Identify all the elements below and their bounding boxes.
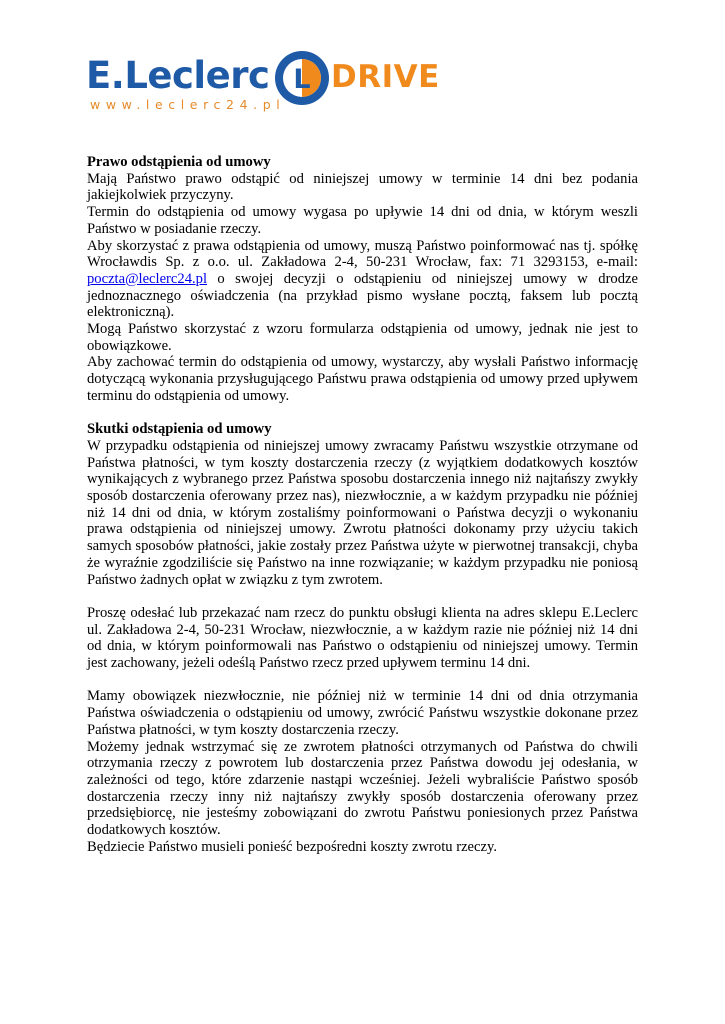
paragraph: Możemy jednak wstrzymać się ze zwrotem płatności otrzymanych od Państwa do chwili otrzymania rzeczy z powrotem lub dostarczenia przez Państwa dowodu jej odesłania, w zależności od tego, które zdarzenie nastąpi wcześniej. Jeżeli wybraliście Państwo sposób dostarczenia rzeczy inny niż najtańszy zwykły sposób dostarczenia oferowany przez przedsiębiorcę, nie jesteśmy zobowiązani do zwrotu Państwu poniesionych przez Państwa dodatkowych kosztów.: [87, 738, 638, 839]
section-title-withdrawal-effects: Skutki odstąpienia od umowy: [87, 421, 272, 438]
logo-drive-text: DRIVE: [331, 59, 440, 95]
paragraph: W przypadku odstąpienia od niniejszej umowy zwracamy Państwu wszystkie otrzymane od Państwa płatności, w tym koszty dostarczenia rzeczy (z wyjątkiem dodatkowych kosztów wynikających z wybranego przez Państwa sposobu dostarczenia innego niż najtańszy zwykły sposób dostarczenia oferowany przez nas), niezwłocznie, a w każdym przypadku nie później niż 14 dni od dnia, w którym zostaliśmy poinformowani o Państwa decyzji o wykonaniu prawa odstąpienia od niniejszej umowy. Zwrotu płatności dokonamy przy użyciu takich samych sposobów płatności, jakie zostały przez Państwa użyte w pierwotnej transakcji, chyba że wyraźnie zgodziliście się Państwo na inne rozwiązanie; w każdym przypadku nie poniosą Państwo żadnych opłat w związku z tym zwrotem.: [87, 437, 638, 588]
paragraph: Termin do odstąpienia od umowy wygasa po upływie 14 dni od dnia, w którym weszli Państwo w posiadanie rzeczy.: [87, 204, 638, 237]
spacer: [87, 588, 638, 605]
logo-url-text: www.leclerc24.pl: [90, 97, 286, 112]
section-title-withdrawal-right: Prawo odstąpienia od umowy: [87, 154, 271, 170]
spacer: [87, 672, 638, 689]
email-link[interactable]: poczta@leclerc24.pl: [87, 270, 207, 287]
document-content: [87, 154, 638, 855]
paragraph-text: o swojej decyzji o odstąpieniu od niniejszej umowy w drodze jednoznacznego oświadczenia (na przykład pismo wysłane pocztą, faksem lub pocztą elektroniczną).: [87, 270, 638, 321]
paragraph: Mają Państwo prawo odstąpić od niniejszej umowy w terminie 14 dni bez podania jakiejkolwiek przyczyny.: [87, 170, 638, 204]
paragraph-text: Aby skorzystać z prawa odstąpienia od umowy, muszą Państwo poinformować nas tj. spółkę Wrocławdis Sp. z o.o. ul. Zakładowa 2-4, 50-231 Wrocław, fax: 71 3293153, e-mail:: [87, 237, 638, 271]
paragraph: Mogą Państwo skorzystać z wzoru formularza odstąpienia od umowy, jednak nie jest to obowiązkowe.: [87, 321, 638, 354]
paragraph: Mamy obowiązek niezwłocznie, nie później niż w terminie 14 dni od dnia otrzymania Państwa oświadczenia o odstąpieniu od umowy, zwrócić Państwu wszystkie dokonane przez Państwa płatności, w tym koszty dostarczenia rzeczy.: [87, 688, 638, 738]
paragraph: Aby zachować termin do odstąpienia od umowy, wystarczy, aby wysłali Państwo informację dotyczącą wykonania przysługującego Państwu prawa odstąpienia od umowy przed upływem terminu do odstąpienia od umowy.: [87, 354, 638, 404]
paragraph: Będziecie Państwo musieli ponieść bezpośredni koszty zwrotu rzeczy.: [87, 838, 497, 855]
spacer: [87, 405, 638, 422]
leclerc-drive-logo: [86, 46, 440, 118]
paragraph-contact: [87, 238, 638, 322]
paragraph: Proszę odesłać lub przekazać nam rzecz do punktu obsługi klienta na adres sklepu E.Leclerc ul. Zakładowa 2-4, 50-231 Wrocław, niezwłocznie, a w każdym razie nie później niż 14 dni od dnia, w którym poinformowali nas Państwo o odstąpieniu od niniejszej umowy. Termin jest zachowany, jeżeli odeślą Państwo rzecz przed upływem terminu 14 dni.: [87, 604, 638, 672]
emblem-letter: L: [293, 64, 311, 95]
logo-brand-text: E.Leclerc: [86, 54, 270, 97]
